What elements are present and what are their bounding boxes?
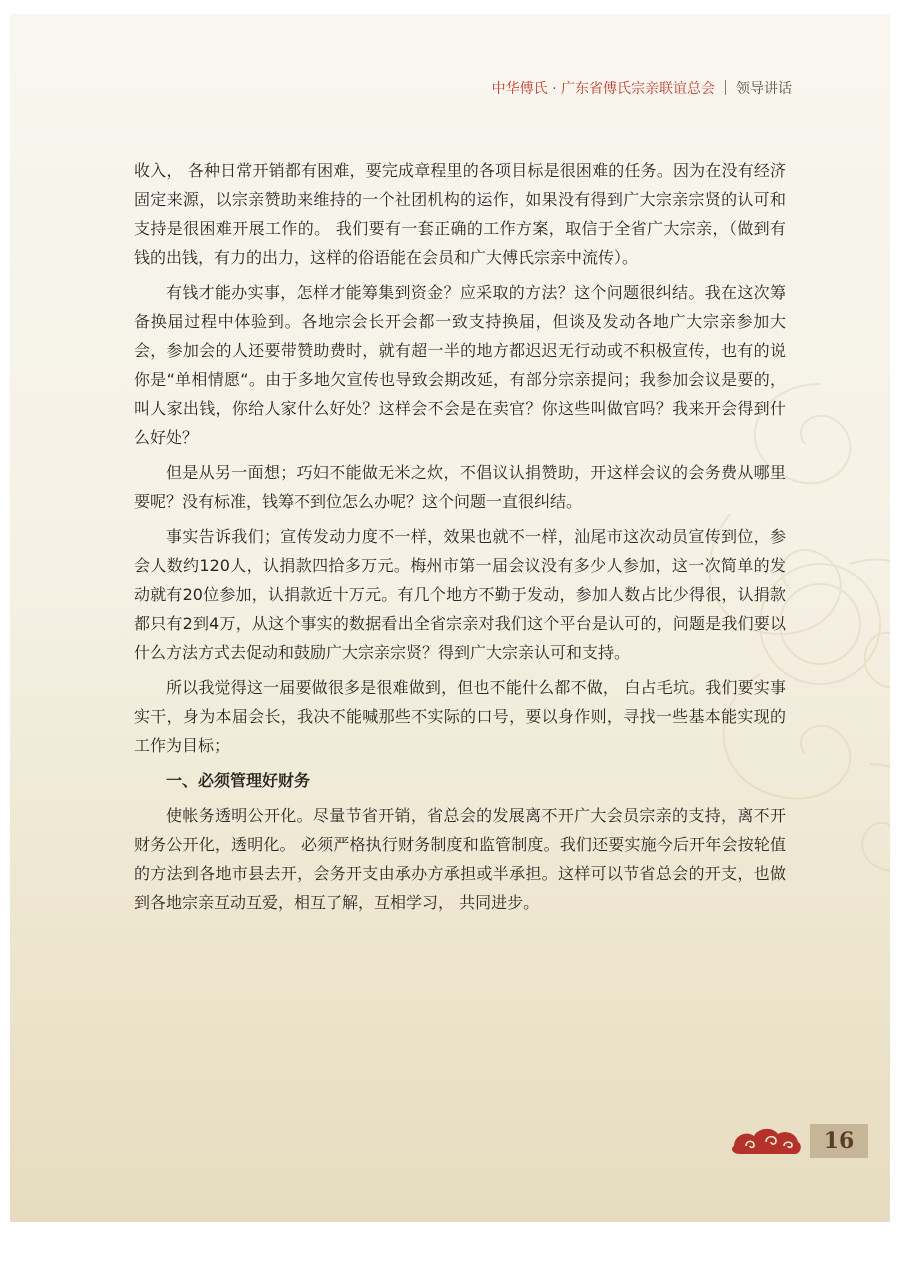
paragraph-6: 使帐务透明公开化。尽量节省开销，省总会的发展离不开广大会员宗亲的支持，离不开财务公开化，透明化。 必须严格执行财务制度和监管制度。我们还要实施今后开年会按轮值的方法到各地市县去开，会务开支由承办方承担或半承担。这样可以节省总会的开支，也做到各地宗亲互动互爱，相互了解，互相学习， 共同进步。 (134, 806, 786, 912)
article-body (134, 156, 786, 923)
header-organization: 中华傅氏 · 广东省傅氏宗亲联谊总会 (491, 81, 715, 97)
paragraph-1: 收入， 各种日常开销都有困难，要完成章程里的各项目标是很困难的任务。因为在没有经济固定来源，以宗亲赞助来维持的一个社团机构的运作，如果没有得到广大宗亲宗贤的认可和支持是很困难开展工作的。 我们要有一套正确的工作方案，取信于全省广大宗亲，（做到有钱的出钱，有力的出力，这样的俗语能在会员和广大傅氏宗亲中流传）。 (134, 161, 786, 267)
running-header (492, 78, 792, 98)
page-number-block (728, 1118, 868, 1162)
auspicious-cloud-icon (728, 1122, 804, 1160)
header-divider (725, 80, 726, 95)
header-section: 领导讲话 (736, 81, 792, 97)
page-number: 16 (810, 1124, 868, 1158)
paragraph-5: 所以我觉得这一届要做很多是很难做到，但也不能什么都不做， 白占毛坑。我们要实事实干，身为本届会长，我决不能喊那些不实际的口号，要以身作则，寻找一些基本能实现的工作为目标； (134, 678, 786, 755)
paragraph-4: 事实告诉我们；宣传发动力度不一样，效果也就不一样，汕尾市这次动员宣传到位，参会人数约120人，认捐款四拾多万元。梅州市第一届会议没有多少人参加，这一次简单的发动就有20位参加，认捐款近十万元。有几个地方不勤于发动，参加人数占比少得很，认捐款都只有2到4万，从这个事实的数据看出全省宗亲对我们这个平台是认可的，问题是我们要以什么方法方式去促动和鼓励广大宗亲宗贤？得到广大宗亲认可和支持。 (134, 527, 786, 662)
document-page (10, 14, 890, 1222)
paragraph-3: 但是从另一面想；巧妇不能做无米之炊，不倡议认捐赞助，开这样会议的会务费从哪里要呢？没有标准，钱筹不到位怎么办呢？这个问题一直很纠结。 (134, 463, 786, 511)
paragraph-2: 有钱才能办实事，怎样才能筹集到资金？应采取的方法？这个问题很纠结。我在这次筹备换届过程中体验到。各地宗会长开会都一致支持换届，但谈及发动各地广大宗亲参加大会，参加会的人还要带赞助费时，就有超一半的地方都迟迟无行动或不积极宣传，也有的说你是“单相情愿“。由于多地欠宣传也导致会期改延，有部分宗亲提问；我参加会议是要的，叫人家出钱，你给人家什么好处？这样会不会是在卖官？你这些叫做官吗？我来开会得到什么好处？ (134, 283, 786, 447)
section-heading-1: 一、必须管理好财务 (166, 771, 311, 790)
